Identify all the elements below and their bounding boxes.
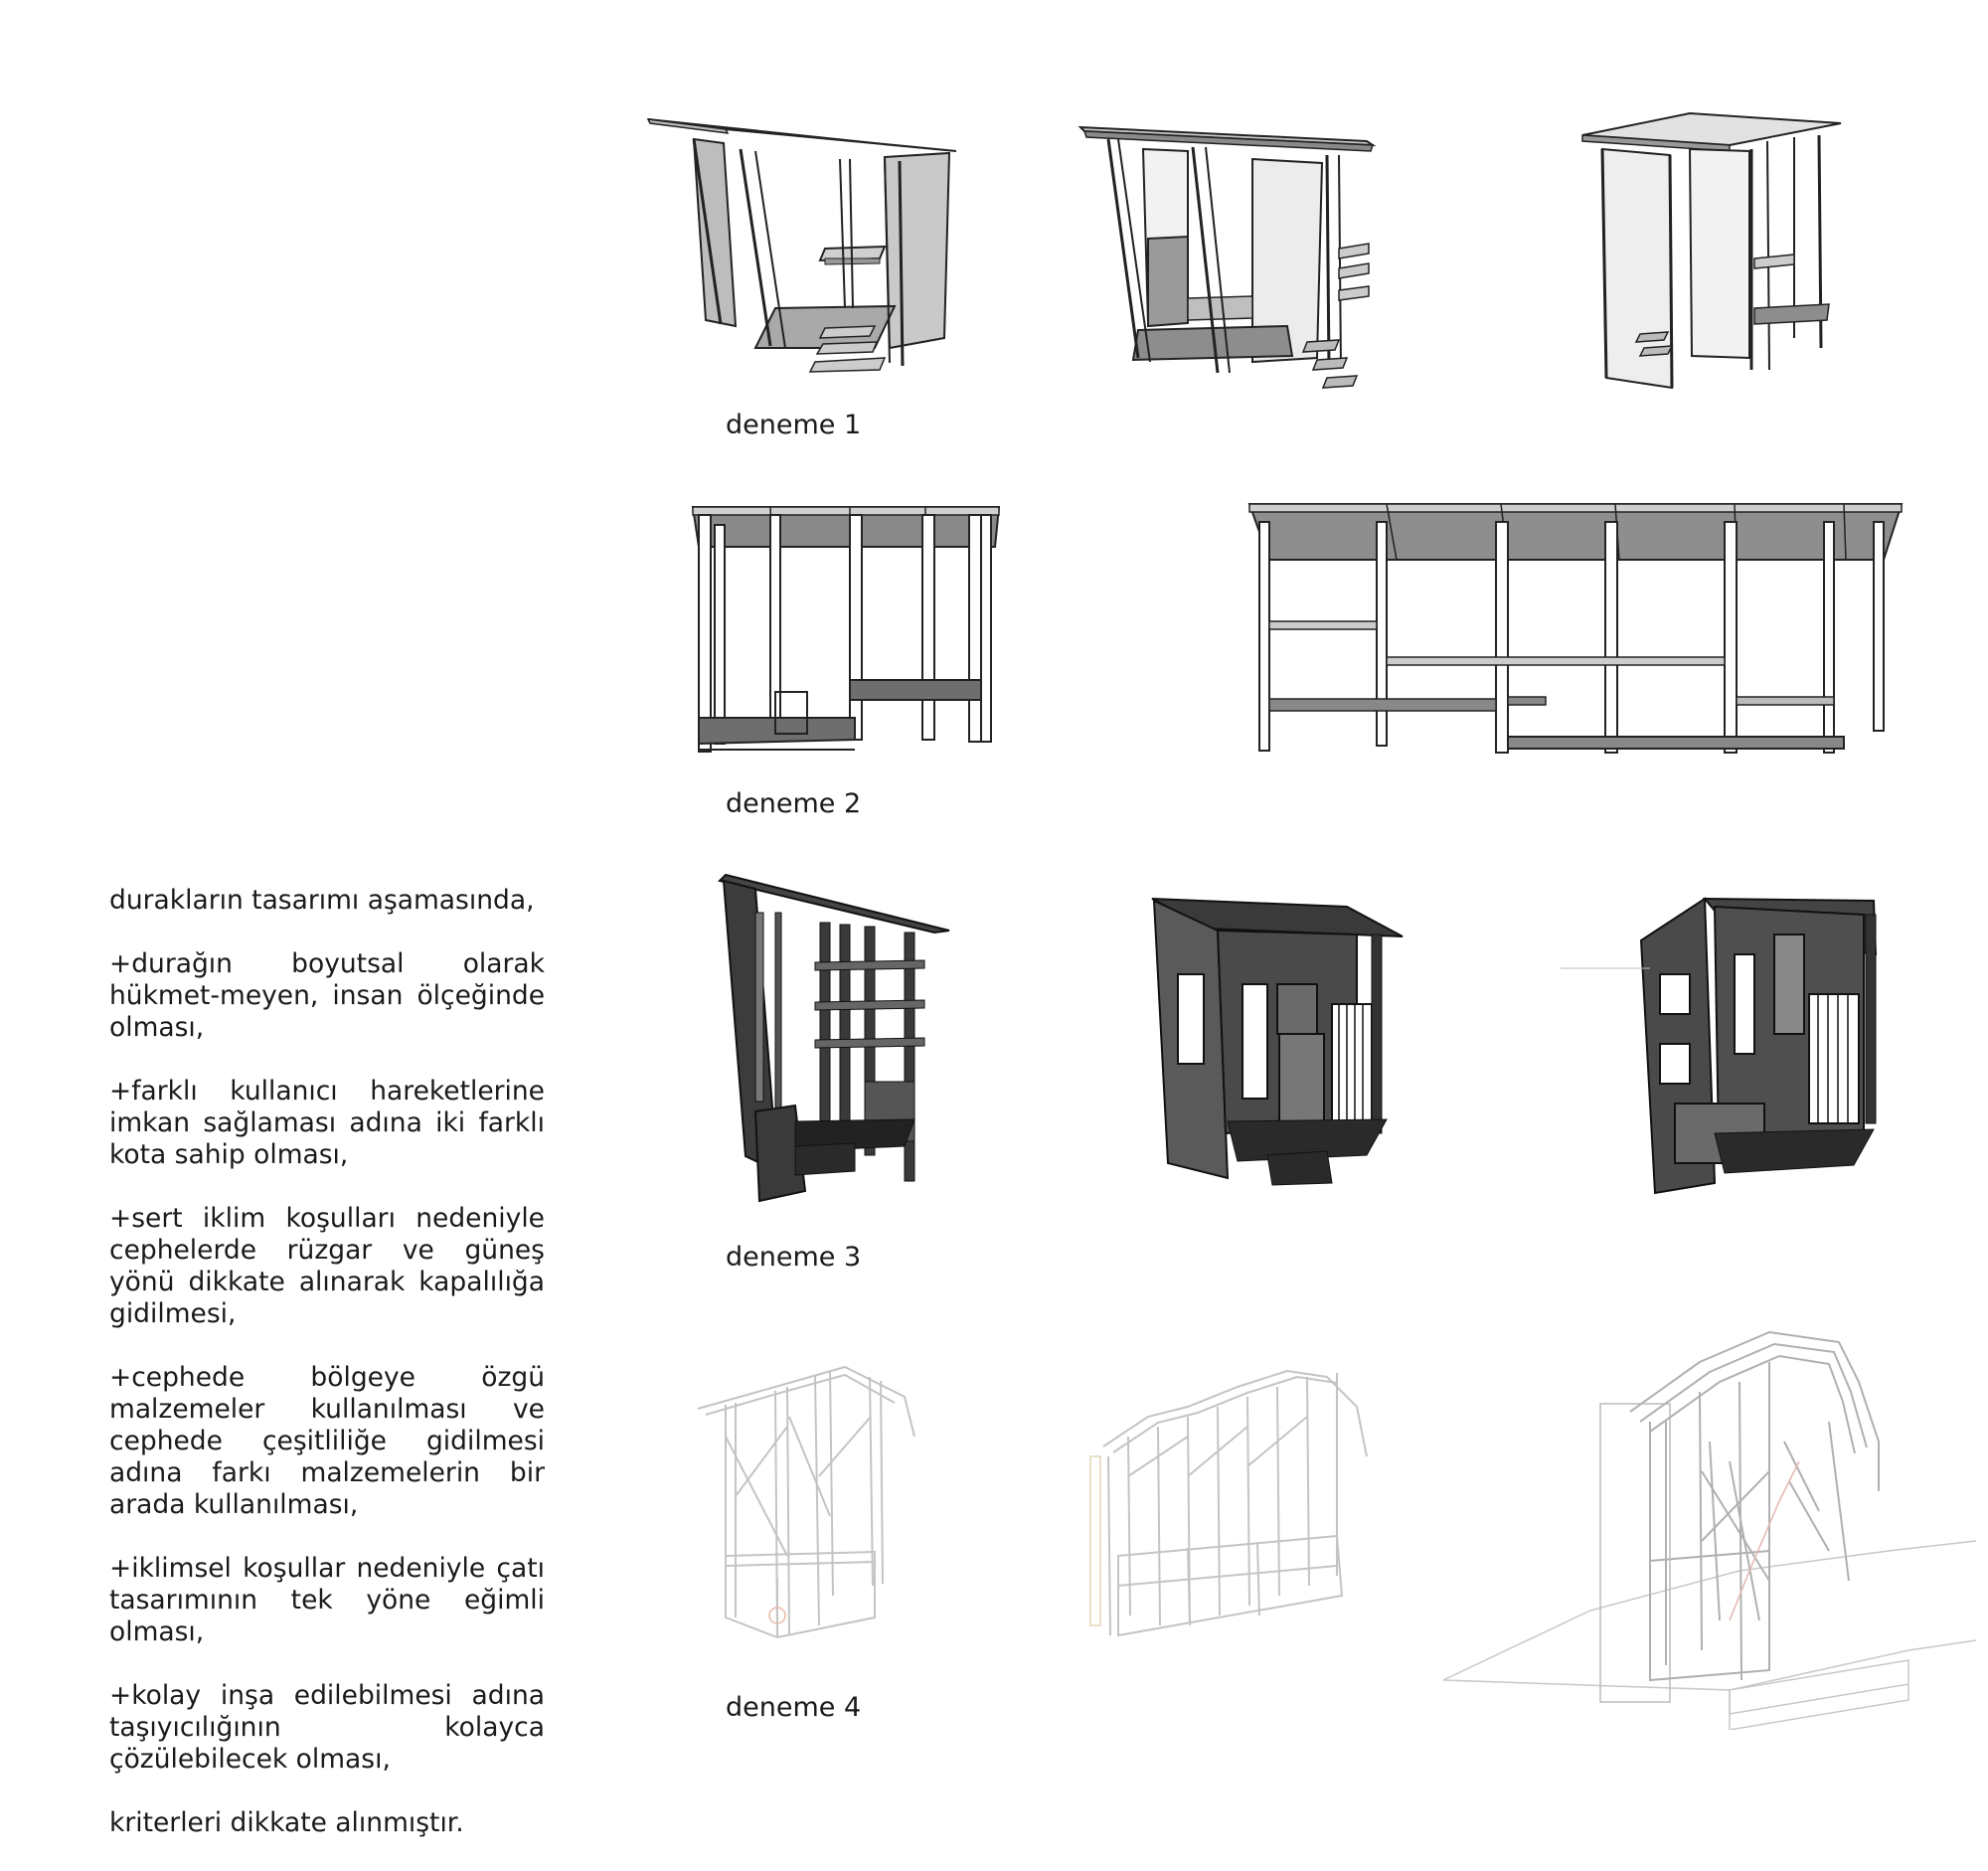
deneme2-model-b [1247, 502, 1904, 761]
deneme2-caption: deneme 2 [726, 788, 862, 819]
criteria-outro: kriterleri dikkate alınmıştır. [109, 1807, 464, 1838]
criteria-item: +durağın boyutsal olarak hükmet-meyen, insan ölçeğinde olması, [109, 948, 545, 1043]
deneme1-caption: deneme 1 [726, 410, 862, 440]
deneme3-model-a [716, 873, 954, 1211]
deneme3-model-b [1148, 895, 1407, 1193]
criteria-item: +kolay inşa edilebilmesi adına taşıyıcılığının kolayca çözülebilecek olması, [109, 1680, 545, 1775]
deneme3-caption: deneme 3 [726, 1242, 862, 1273]
criteria-item: +cephede bölgeye özgü malzemeler kullanılması ve cephede çeşitliliğe gidilmesi adına farkı malzemelerin bir arada kullanılması, [109, 1362, 545, 1520]
deneme4-caption: deneme 4 [726, 1692, 862, 1723]
deneme1-model-a [646, 109, 964, 378]
deneme2-model-a [691, 505, 1004, 764]
deneme4-model-c [1441, 1322, 1978, 1730]
criteria-item: +farklı kullanıcı hareketlerine imkan sağlaması adına iki farklı kota sahip olması, [109, 1076, 545, 1170]
deneme3-model-c [1635, 895, 1884, 1203]
deneme4-model-a [696, 1357, 924, 1645]
criteria-item: +iklimsel koşullar nedeniyle çatı tasarımının tek yöne eğimli olması, [109, 1553, 545, 1647]
design-criteria-text [109, 885, 545, 1871]
deneme1-model-c [1580, 109, 1849, 398]
deneme3-ground-line [1561, 966, 1650, 970]
deneme1-model-b [1078, 119, 1377, 408]
criteria-item: +sert iklim koşulları nedeniyle cephelerde rüzgar ve güneş yönü dikkate alınarak kapalılığa gidilmesi, [109, 1203, 545, 1329]
deneme4-model-b [1088, 1357, 1377, 1655]
criteria-intro: durakların tasarımı aşamasında, [109, 885, 535, 916]
